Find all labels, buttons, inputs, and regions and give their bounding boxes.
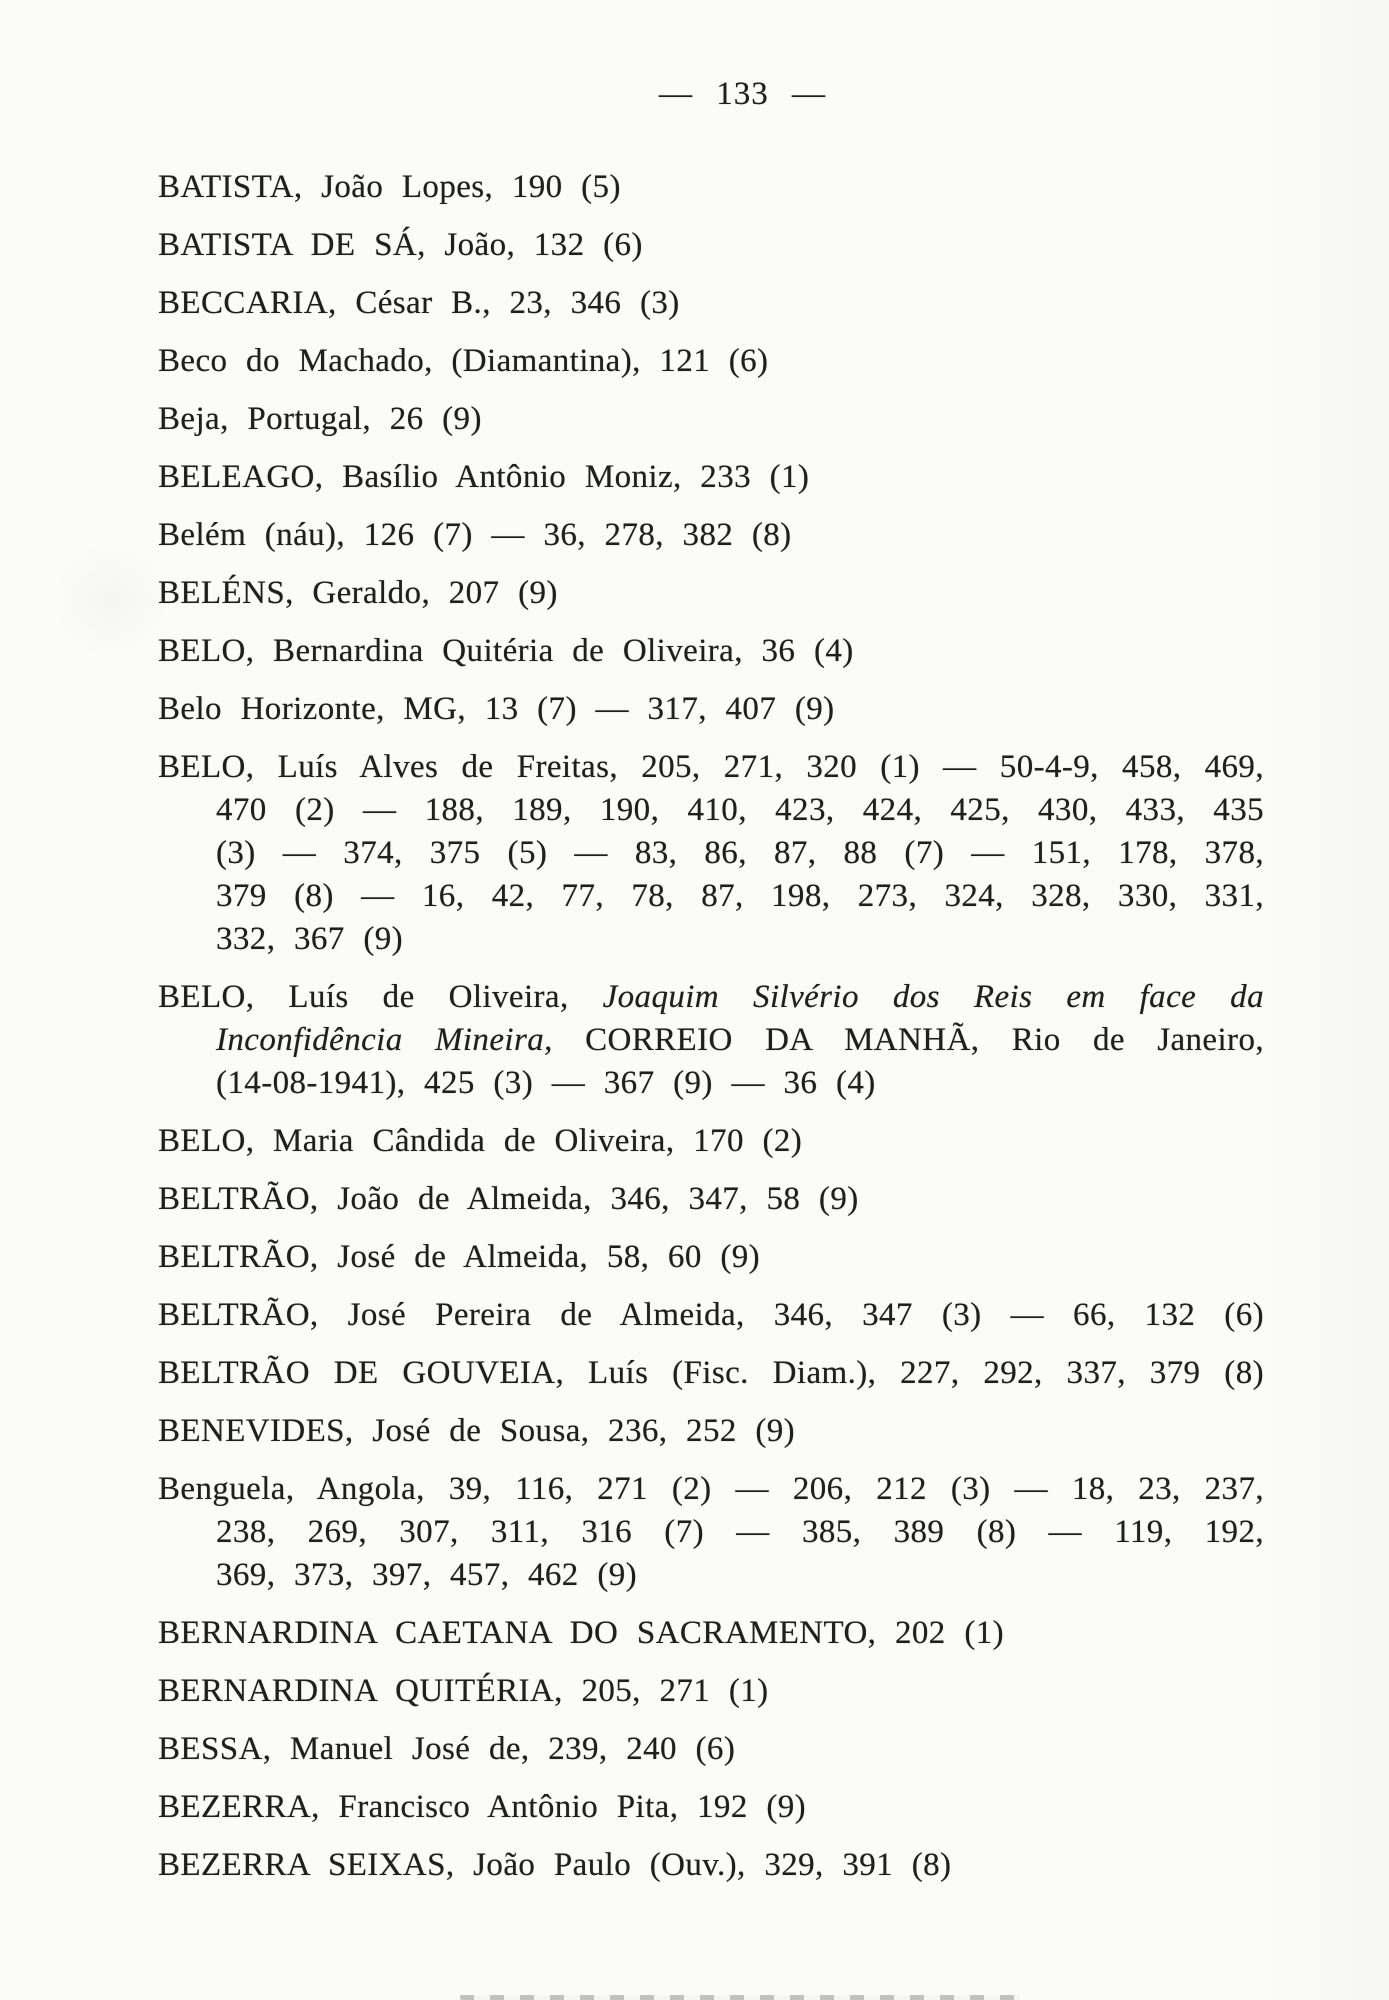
entry-text: 369, 373, 397, 457, 462 (9) bbox=[216, 1557, 638, 1593]
entry-text: CORREIO DA MANHÃ, Rio de Janeiro, bbox=[552, 1022, 1264, 1058]
entry-first-line bbox=[158, 166, 1264, 209]
entry-text: BELEAGO, Basílio Antônio Moniz, 233 (1) bbox=[158, 459, 810, 495]
entry-continuation-line bbox=[158, 789, 1264, 832]
entry-first-line bbox=[158, 1786, 1264, 1829]
index-entry bbox=[158, 976, 1264, 1105]
entry-first-line bbox=[158, 1178, 1264, 1221]
entry-first-line bbox=[158, 1410, 1264, 1453]
entry-first-line bbox=[158, 1236, 1264, 1279]
entry-text: Belo Horizonte, MG, 13 (7) — 317, 407 (9) bbox=[158, 691, 835, 727]
entry-first-line bbox=[158, 1844, 1264, 1887]
entry-first-line bbox=[158, 1294, 1264, 1337]
entry-first-line bbox=[158, 340, 1264, 383]
entry-text: 470 (2) — 188, 189, 190, 410, 423, 424, 425, 430, 433, 435 bbox=[216, 792, 1264, 828]
scan-edge-smudge bbox=[460, 1995, 1020, 2000]
index-entry bbox=[158, 340, 1264, 383]
index-entry bbox=[158, 1352, 1264, 1395]
entry-text: BESSA, Manuel José de, 239, 240 (6) bbox=[158, 1731, 736, 1767]
index-entry bbox=[158, 1612, 1264, 1655]
entry-text: BELÉNS, Geraldo, 207 (9) bbox=[158, 575, 558, 611]
entry-text: BELTRÃO, José Pereira de Almeida, 346, 347 (3) — 66, 132 (6) bbox=[158, 1297, 1264, 1333]
index-entry bbox=[158, 1178, 1264, 1221]
entry-text: BERNARDINA CAETANA DO SACRAMENTO, 202 (1) bbox=[158, 1615, 1005, 1651]
index-entry bbox=[158, 456, 1264, 499]
entry-text: BELTRÃO, João de Almeida, 346, 347, 58 (9) bbox=[158, 1181, 859, 1217]
index-entry bbox=[158, 1294, 1264, 1337]
entry-text: BERNARDINA QUITÉRIA, 205, 271 (1) bbox=[158, 1673, 769, 1709]
index-entry bbox=[158, 1410, 1264, 1453]
entry-first-line bbox=[158, 976, 1264, 1019]
work-title-italic: Joaquim Silvério dos Reis em face da bbox=[602, 979, 1264, 1015]
page-number: — 133 — bbox=[659, 76, 826, 112]
entry-continuation-line bbox=[158, 918, 1264, 961]
index-entry bbox=[158, 1728, 1264, 1771]
entry-text: (14-08-1941), 425 (3) — 367 (9) — 36 (4) bbox=[216, 1065, 876, 1101]
entry-text: BATISTA, João Lopes, 190 (5) bbox=[158, 169, 621, 205]
entry-text: 379 (8) — 16, 42, 77, 78, 87, 198, 273, 324, 328, 330, 331, bbox=[216, 878, 1264, 914]
entry-text: BELTRÃO DE GOUVEIA, Luís (Fisc. Diam.), 227, 292, 337, 379 (8) bbox=[158, 1355, 1264, 1391]
entry-first-line bbox=[158, 224, 1264, 267]
entry-continuation-line bbox=[158, 1511, 1264, 1554]
entry-text: 332, 367 (9) bbox=[216, 921, 404, 957]
entry-text: BELO, Maria Cândida de Oliveira, 170 (2) bbox=[158, 1123, 803, 1159]
entry-first-line bbox=[158, 282, 1264, 325]
index-entry bbox=[158, 224, 1264, 267]
entry-text: BATISTA DE SÁ, João, 132 (6) bbox=[158, 227, 643, 263]
entry-text: BELO, Luís Alves de Freitas, 205, 271, 320 (1) — 50-4-9, 458, 469, bbox=[158, 749, 1264, 785]
entry-text: Beco do Machado, (Diamantina), 121 (6) bbox=[158, 343, 769, 379]
work-title-italic: Inconfidência Mineira, bbox=[216, 1022, 553, 1058]
entry-text: Beja, Portugal, 26 (9) bbox=[158, 401, 482, 437]
index-entry bbox=[158, 1120, 1264, 1163]
entry-text: Belém (náu), 126 (7) — 36, 278, 382 (8) bbox=[158, 517, 792, 553]
index-entry bbox=[158, 282, 1264, 325]
entry-first-line bbox=[158, 1352, 1264, 1395]
entry-text: BELTRÃO, José de Almeida, 58, 60 (9) bbox=[158, 1239, 761, 1275]
index-entry bbox=[158, 1468, 1264, 1597]
entry-text: Benguela, Angola, 39, 116, 271 (2) — 206, 212 (3) — 18, 23, 237, bbox=[158, 1471, 1264, 1507]
entry-text: BECCARIA, César B., 23, 346 (3) bbox=[158, 285, 680, 321]
entry-text: BELO, Luís de Oliveira, bbox=[158, 979, 603, 1015]
entry-first-line bbox=[158, 456, 1264, 499]
entry-first-line bbox=[158, 1468, 1264, 1511]
entry-first-line bbox=[158, 630, 1264, 673]
index-entries bbox=[158, 166, 1264, 1902]
index-entry bbox=[158, 572, 1264, 615]
entry-text: 238, 269, 307, 311, 316 (7) — 385, 389 (8) — 119, 192, bbox=[216, 1514, 1264, 1550]
entry-text: BEZERRA SEIXAS, João Paulo (Ouv.), 329, 391 (8) bbox=[158, 1847, 952, 1883]
entry-first-line bbox=[158, 688, 1264, 731]
entry-first-line bbox=[158, 1120, 1264, 1163]
index-entry bbox=[158, 1786, 1264, 1829]
entry-first-line bbox=[158, 1728, 1264, 1771]
index-entry bbox=[158, 514, 1264, 557]
index-entry bbox=[158, 166, 1264, 209]
entry-first-line bbox=[158, 398, 1264, 441]
entry-continuation-line bbox=[158, 875, 1264, 918]
index-entry bbox=[158, 746, 1264, 961]
entry-text: BELO, Bernardina Quitéria de Oliveira, 36 (4) bbox=[158, 633, 854, 669]
entry-first-line bbox=[158, 746, 1264, 789]
index-entry bbox=[158, 1236, 1264, 1279]
entry-text: BENEVIDES, José de Sousa, 236, 252 (9) bbox=[158, 1413, 796, 1449]
entry-continuation-line bbox=[158, 1062, 1264, 1105]
index-entry bbox=[158, 630, 1264, 673]
entry-text: (3) — 374, 375 (5) — 83, 86, 87, 88 (7) — 151, 178, 378, bbox=[216, 835, 1264, 871]
entry-text: BEZERRA, Francisco Antônio Pita, 192 (9) bbox=[158, 1789, 807, 1825]
entry-continuation-line bbox=[158, 832, 1264, 875]
entry-first-line bbox=[158, 1612, 1264, 1655]
entry-first-line bbox=[158, 1670, 1264, 1713]
entry-first-line bbox=[158, 514, 1264, 557]
entry-continuation-line bbox=[158, 1554, 1264, 1597]
index-entry bbox=[158, 688, 1264, 731]
entry-continuation-line bbox=[158, 1019, 1264, 1062]
index-entry bbox=[158, 1844, 1264, 1887]
entry-first-line bbox=[158, 572, 1264, 615]
index-entry bbox=[158, 398, 1264, 441]
index-entry bbox=[158, 1670, 1264, 1713]
